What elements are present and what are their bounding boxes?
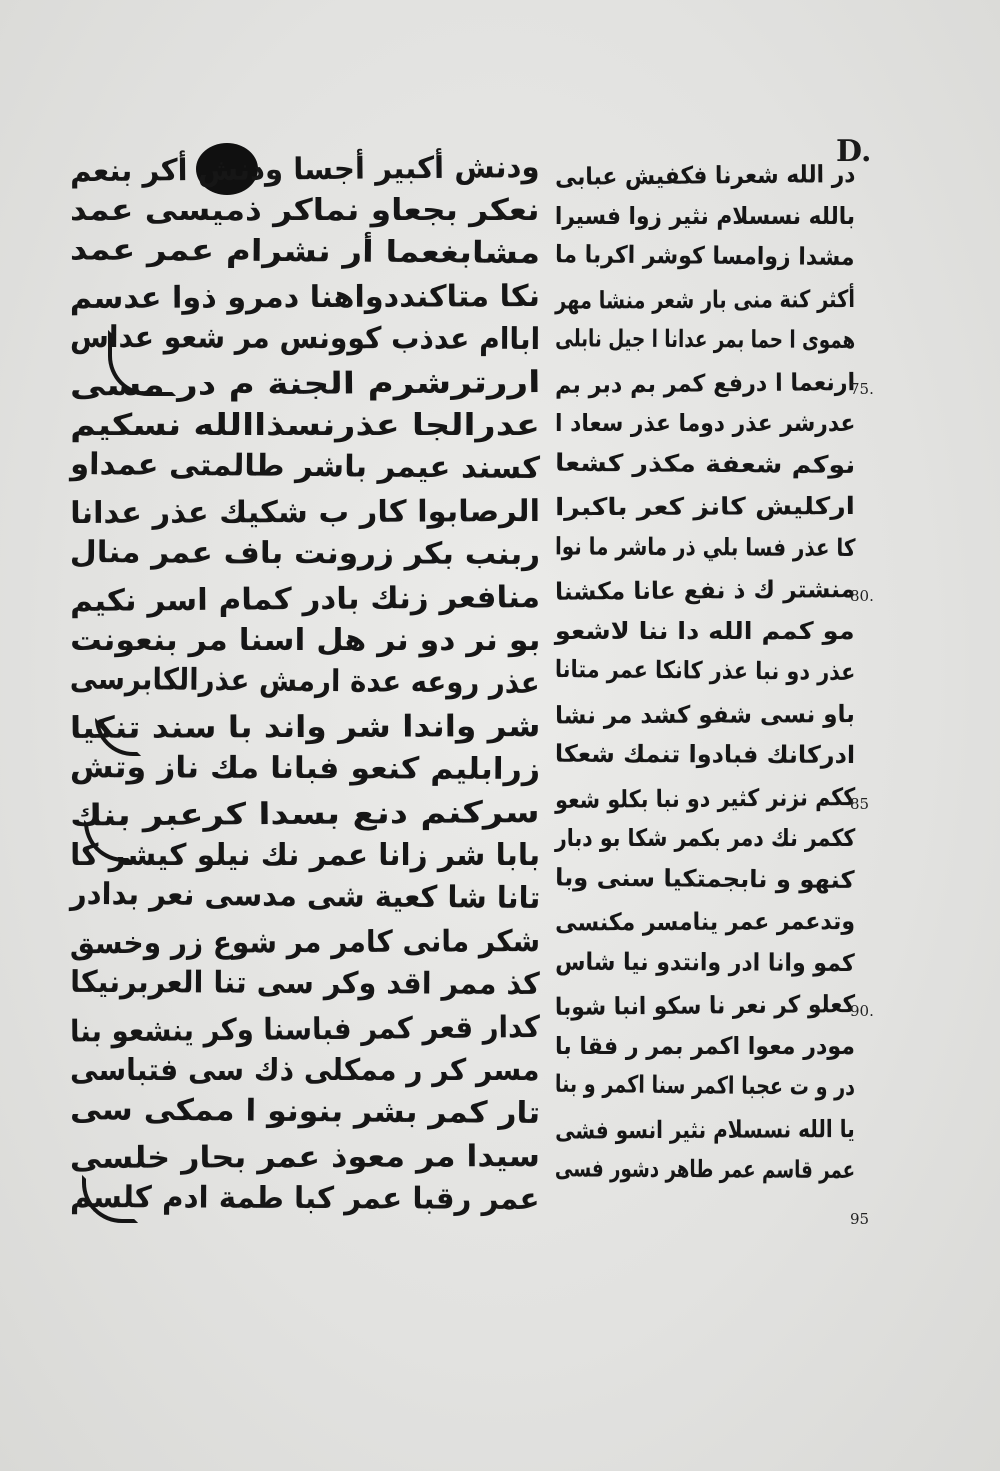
- left-line: نعكر بجعاو نماكر ذميسى عمد: [70, 193, 540, 228]
- right-line: مودر معوا اكمر بمر ر فقا با: [555, 1031, 855, 1060]
- left-line: الرصابوا كار ب شكيك عذر عدانا: [70, 494, 541, 532]
- right-line: وتدعمر عمر ينامسر مكنسى: [555, 907, 856, 937]
- line-number: 85: [850, 794, 870, 813]
- right-line: ادركانك فبادوا تنمك شعكا: [554, 739, 856, 769]
- ink-flourish: [82, 1175, 138, 1223]
- left-line: عمر رقبا عمر كبا طمة ادم كلسم: [70, 1179, 541, 1217]
- left-line: تار كمر بشر بنونو ا ممكى سى: [69, 1092, 541, 1131]
- right-line: باو نسى شفو كشد مر نشا: [555, 699, 856, 729]
- right-line: ارنعما ا درفع كمر بم دبر بم: [554, 367, 856, 399]
- left-line: سيدا مر معوذ عمر بحار خلسى: [69, 1139, 541, 1176]
- right-line: نوكم شعفة مكذر كشعا: [554, 448, 856, 479]
- left-line: اررترشرم الجنة م در مسى: [69, 365, 541, 404]
- right-line: در و ت عجبا اكمر سنا اكمر و بنا: [554, 1069, 856, 1101]
- right-line: ككمر نك دمر بكمر شكا بو دبار: [554, 824, 855, 852]
- left-line: اباام عدذب كوونس مر شعو عداس: [69, 319, 541, 357]
- left-line: بو نر دو نر هل اسنا مر بنعونت: [69, 623, 540, 658]
- left-line: مشابغعما أر نشرام عمر عمد: [69, 232, 541, 271]
- right-line: كمو وانا ادر وانتدو نيا شاس: [555, 947, 856, 977]
- right-line: كعلو كر نعر نا سكو انبا شوبا: [554, 990, 856, 1021]
- left-line: كسند عيمر باشر طالمتى عمداو: [70, 446, 541, 486]
- right-line: بالله نسسلام نثير زوا فسيرا: [554, 201, 855, 230]
- right-line: اركليش كانز كعر باكبرا: [555, 492, 856, 522]
- right-line: كنهو و نابجمتكيا سنى وبا: [555, 862, 856, 894]
- left-line: شكر مانى كامر مر شوع زر وخسق: [69, 924, 541, 962]
- left-line: عدرالجا عذرنسذاالله نسكيم: [70, 408, 540, 443]
- left-line: شر واندا شر واند با سند تنكيا: [69, 709, 541, 746]
- right-line: مشدا زوامسا كوشر اكربا ما: [555, 240, 856, 271]
- page-letter: D.: [836, 134, 872, 169]
- right-line: أكثر كنة منى بار شعر منشا مهر: [555, 284, 856, 315]
- left-line: كذ ممر اقد وكر سى تنا العربرنيكا: [70, 964, 541, 1002]
- left-line: عذر روعه عدة ارمش عذرالكابرسى: [70, 661, 541, 701]
- left-line: ودنش أكبير أجسا ودنش أكر بنعم: [70, 150, 541, 190]
- line-number: 90.: [850, 1002, 874, 1020]
- right-line: در الله شعرنا فكفيش عبابى: [554, 160, 856, 191]
- line-number: 95: [850, 1209, 870, 1228]
- left-line: زرابليم كنعو فبانا مك ناز وتش: [69, 750, 541, 787]
- right-line: عذر دو نبا عذر كانكا عمر متانا: [554, 654, 856, 686]
- left-line: ربنب بكر زرونت باف عمر منال: [69, 535, 541, 572]
- left-line: نكا متاكنددواهنا دمرو ذوا عدسم: [69, 279, 541, 317]
- left-line: سركنم دنع بسدا كرعبر بنك: [70, 795, 541, 834]
- right-line: كا عذر فسا بلي ذر ماشر ما نوا: [554, 531, 856, 562]
- right-line: مو كمم الله دا ننا لاشعو: [555, 616, 855, 645]
- line-number: 75.: [850, 379, 874, 398]
- right-line: ككم نزنر كثير دو نبا بكلو شعو: [554, 782, 856, 814]
- right-line: منشتر ك ذ نفع عانا مكشنا: [554, 575, 856, 606]
- left-line: منافعر زنك بادر كمام اسر نكيم: [69, 580, 541, 619]
- left-line: بابا شر زانا عمر نك نيلو كيشر كا: [70, 838, 540, 873]
- right-line: هموى ا حما بمر عدانا ا جيل نابلى: [554, 324, 856, 354]
- left-line: تانا شا كعية شى مدسى نعر بدادر: [69, 876, 541, 916]
- left-line: مسر كر ر ممكلى ذك سى فتباسى: [70, 1053, 540, 1088]
- line-number: 80.: [850, 587, 874, 605]
- right-line: يا الله نسسلام نثير انسو فشى: [555, 1114, 856, 1145]
- right-line: عمر قاسم عمر طاهر دشور فسى: [554, 1154, 856, 1184]
- left-line: كدار قعر كمر فباسنا وكر ينشعو بنا: [69, 1010, 541, 1050]
- right-line: عدرشر عذر دوما عذر سعاد ا: [554, 409, 855, 437]
